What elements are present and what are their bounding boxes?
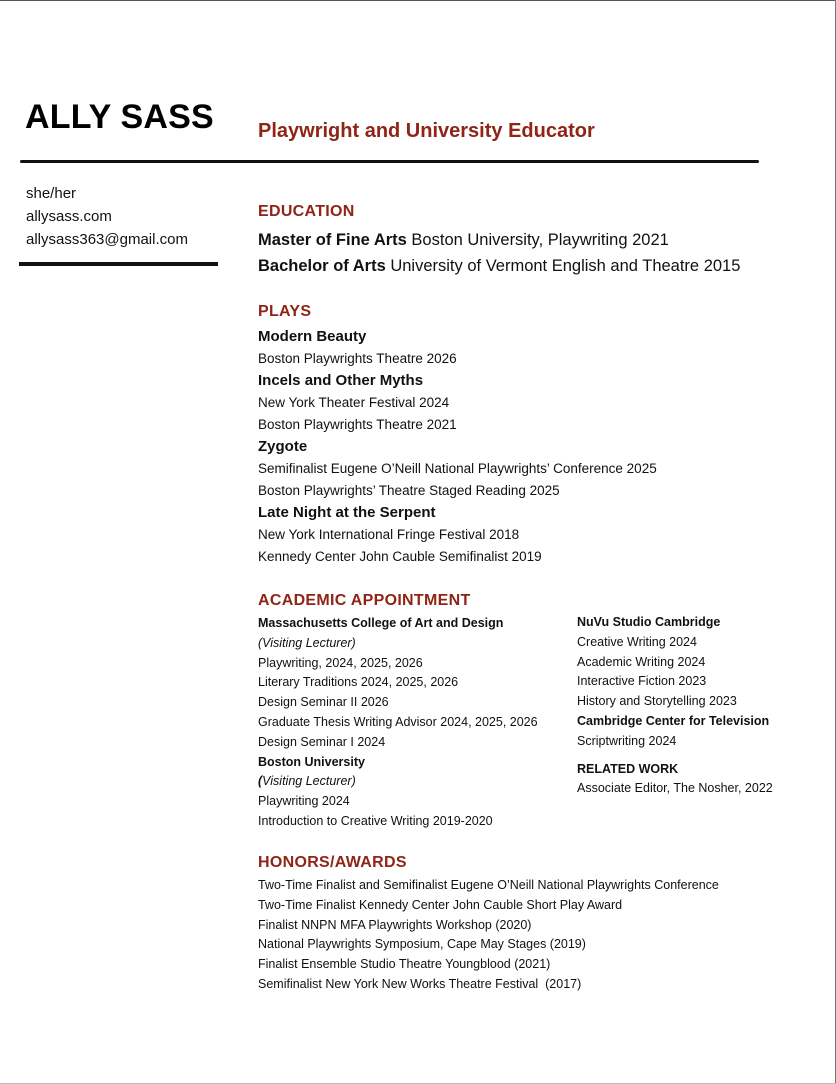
education-item xyxy=(258,253,740,279)
course-item: Interactive Fiction 2023 xyxy=(577,674,707,689)
play-title: Zygote xyxy=(258,438,308,455)
academic-right-column xyxy=(577,613,773,799)
honor-item: Finalist Ensemble Studio Theatre Youngblood (2021) xyxy=(258,957,551,972)
play-production: Kennedy Center John Cauble Semifinalist 2019 xyxy=(258,549,542,564)
academic-left-column xyxy=(258,614,538,832)
institution-name: Boston University xyxy=(258,754,365,769)
header-divider xyxy=(20,160,759,163)
play-production: Boston Playwrights’ Theatre Staged Reading 2025 xyxy=(258,483,560,498)
honor-item: Two-Time Finalist and Semifinalist Eugene O’Neill National Playwrights Conference xyxy=(258,878,719,892)
course-item: Design Seminar I 2024 xyxy=(258,734,386,749)
course-item: Playwriting 2024 xyxy=(258,794,350,809)
course-item: Design Seminar II 2026 xyxy=(258,695,389,710)
related-work-item: Associate Editor, The Nosher, 2022 xyxy=(577,781,773,796)
course-item: Playwriting, 2024, 2025, 2026 xyxy=(258,655,423,670)
honor-item: Finalist NNPN MFA Playwrights Workshop (2020) xyxy=(258,917,532,932)
contact-block xyxy=(26,182,188,251)
course-item: Graduate Thesis Writing Advisor 2024, 2025, 2026 xyxy=(258,714,538,729)
honors-heading: HONORS/AWARDS xyxy=(258,854,407,871)
course-item: Introduction to Creative Writing 2019-2020 xyxy=(258,813,493,828)
education-list xyxy=(258,227,740,279)
email-link[interactable]: allysass363@gmail.com xyxy=(26,231,188,248)
website-link[interactable]: allysass.com xyxy=(26,208,112,225)
play-title: Modern Beauty xyxy=(258,328,367,345)
resume-name: ALLY SASS xyxy=(25,98,214,136)
course-item: Creative Writing 2024 xyxy=(577,634,697,649)
related-work-heading: RELATED WORK xyxy=(577,761,679,776)
honors-list xyxy=(258,876,719,995)
honor-item: Two-Time Finalist Kennedy Center John Cauble Short Play Award xyxy=(258,897,623,912)
course-item: Literary Traditions 2024, 2025, 2026 xyxy=(258,675,459,690)
honor-item: Semifinalist New York New Works Theatre Festival (2017) xyxy=(258,976,582,991)
degree-name: Master of Fine Arts xyxy=(258,231,407,249)
course-item: History and Storytelling 2023 xyxy=(577,694,737,709)
role-label: (Visiting Lecturer) xyxy=(258,635,356,650)
institution-name: Massachusetts College of Art and Design xyxy=(258,616,504,630)
academic-heading: ACADEMIC APPOINTMENT xyxy=(258,592,471,609)
degree-name: Bachelor of Arts xyxy=(258,257,386,275)
degree-detail: Boston University, Playwriting 2021 xyxy=(406,231,669,249)
resume-tagline: Playwright and University Educator xyxy=(258,120,595,142)
play-production: New York International Fringe Festival 2018 xyxy=(258,527,520,542)
play-production: Boston Playwrights Theatre 2021 xyxy=(258,417,457,432)
play-production: Boston Playwrights Theatre 2026 xyxy=(258,351,457,366)
play-production: New York Theater Festival 2024 xyxy=(258,395,450,410)
sidebar-divider xyxy=(19,262,218,266)
course-item: Academic Writing 2024 xyxy=(577,654,706,669)
role-label: (Visiting Lecturer) xyxy=(258,774,356,789)
honor-item: National Playwrights Symposium, Cape May Stages (2019) xyxy=(258,937,586,952)
page-border-top xyxy=(0,0,836,1)
degree-detail: University of Vermont English and Theatre 2015 xyxy=(385,257,741,275)
plays-heading: PLAYS xyxy=(258,303,312,320)
course-item: Scriptwriting 2024 xyxy=(577,733,677,748)
education-heading: EDUCATION xyxy=(258,203,355,220)
play-title: Incels and Other Myths xyxy=(258,372,424,389)
institution-name: Cambridge Center for Television xyxy=(577,713,770,728)
pronouns: she/her xyxy=(26,185,77,202)
plays-list xyxy=(258,326,657,568)
institution-name: NuVu Studio Cambridge xyxy=(577,615,721,629)
play-title: Late Night at the Serpent xyxy=(258,504,436,521)
play-production: Semifinalist Eugene O’Neill National Playwrights’ Conference 2025 xyxy=(258,461,657,476)
education-item xyxy=(258,227,740,253)
